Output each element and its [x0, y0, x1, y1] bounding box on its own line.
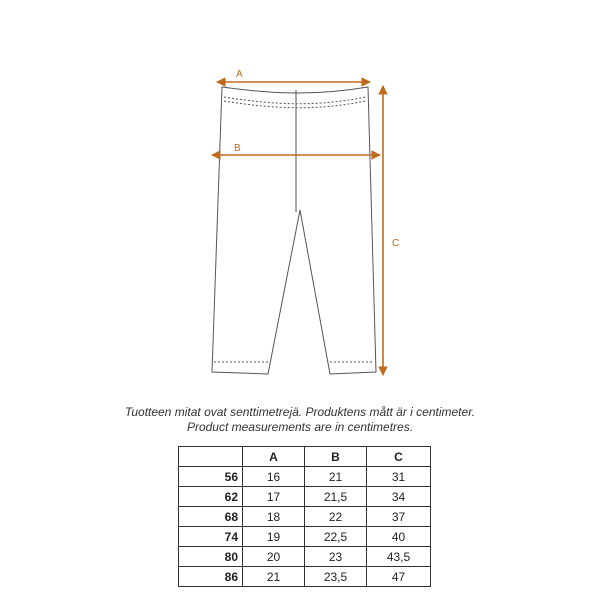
size-cell: 68: [179, 507, 243, 527]
measure-b-cell: 21,5: [305, 487, 367, 507]
size-table-header-c: C: [367, 447, 431, 467]
table-row: [179, 567, 431, 587]
size-table-header-blank: [179, 447, 243, 467]
caption-units-en: Product measurements are in centimetres.: [186, 420, 414, 434]
size-cell: 86: [179, 567, 243, 587]
table-row: [179, 467, 431, 487]
measure-c-cell: 34: [367, 487, 431, 507]
measure-c-cell: 43,5: [367, 547, 431, 567]
measure-c-cell: 47: [367, 567, 431, 587]
measure-b-cell: 21: [305, 467, 367, 487]
dimension-b-label: B: [234, 143, 241, 154]
measure-b-cell: 22,5: [305, 527, 367, 547]
measure-a-cell: 17: [243, 487, 305, 507]
measure-c-cell: 40: [367, 527, 431, 547]
measure-a-cell: 16: [243, 467, 305, 487]
table-row: [179, 547, 431, 567]
measure-a-cell: 21: [243, 567, 305, 587]
measure-a-cell: 20: [243, 547, 305, 567]
table-row: [179, 527, 431, 547]
size-cell: 80: [179, 547, 243, 567]
size-table-header-b: B: [305, 447, 367, 467]
dimension-c-label: C: [392, 238, 400, 249]
measure-c-cell: 37: [367, 507, 431, 527]
size-table-header-a: A: [243, 447, 305, 467]
table-row: [179, 487, 431, 507]
measure-b-cell: 23: [305, 547, 367, 567]
table-row: [179, 507, 431, 527]
measure-a-cell: 19: [243, 527, 305, 547]
size-cell: 56: [179, 467, 243, 487]
measure-c-cell: 31: [367, 467, 431, 487]
size-cell: 74: [179, 527, 243, 547]
measure-b-cell: 23,5: [305, 567, 367, 587]
measure-a-cell: 18: [243, 507, 305, 527]
size-table-header-row: [179, 447, 431, 467]
caption-units-fi-sv: Tuotteen mitat ovat senttimetrejä. Produktens mått är i centimeter.: [124, 405, 476, 419]
measure-b-cell: 22: [305, 507, 367, 527]
dimension-a-label: A: [236, 69, 243, 80]
size-cell: 62: [179, 487, 243, 507]
size-table: [178, 446, 431, 587]
leggings-outline: [212, 87, 376, 374]
